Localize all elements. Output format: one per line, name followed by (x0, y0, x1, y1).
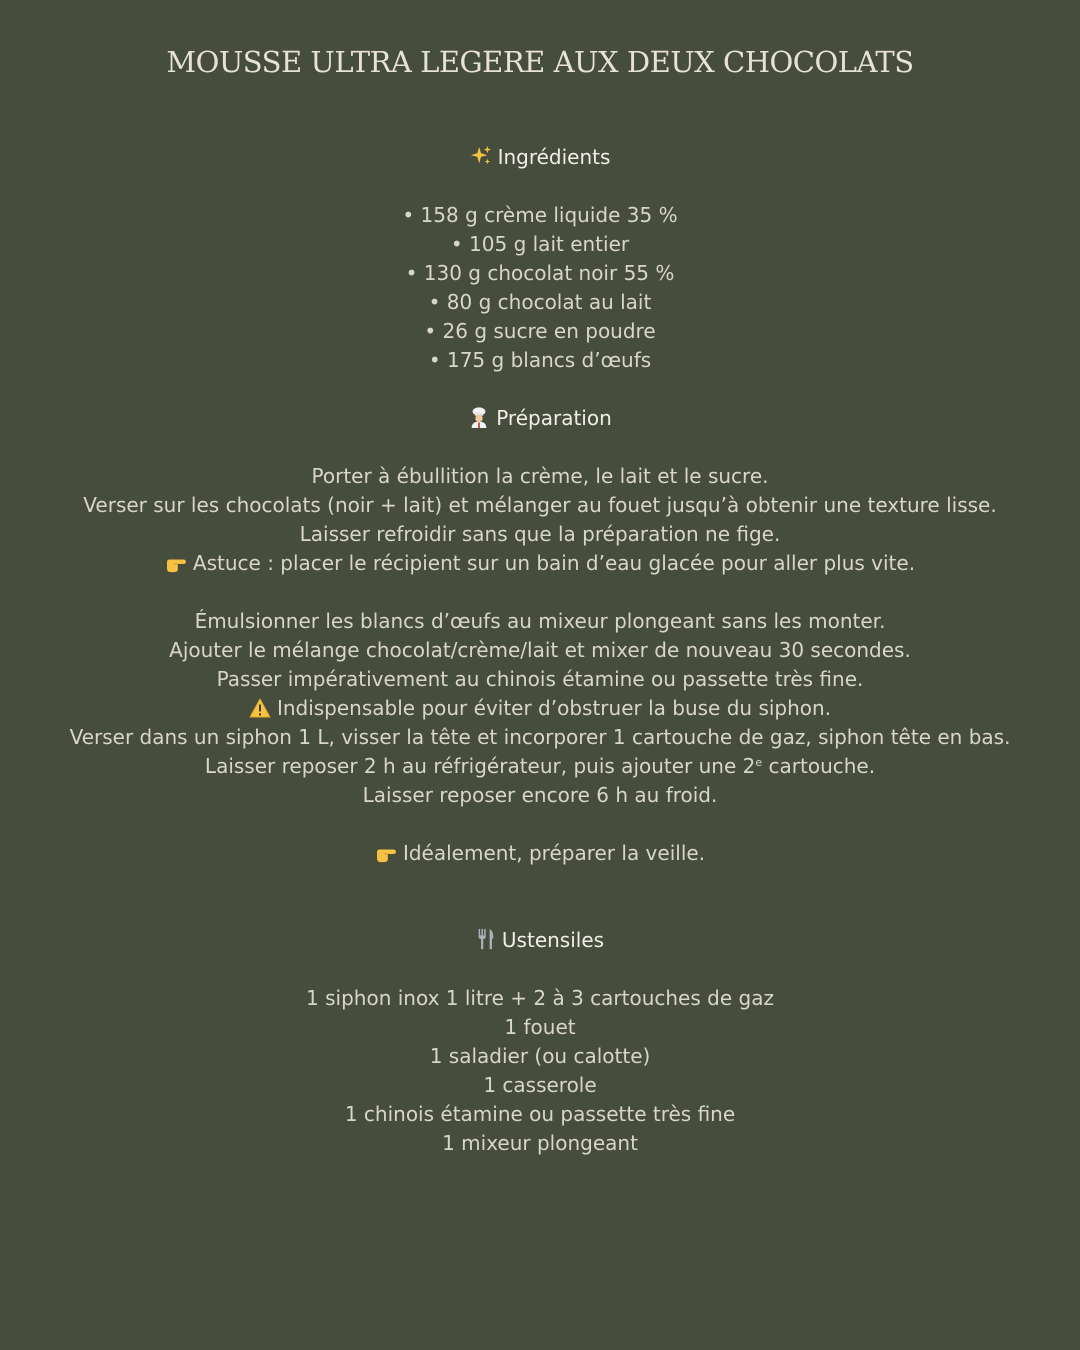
ustensile-item: 1 saladier (ou calotte) (429, 1044, 651, 1068)
step4-text-end: cartouche. (762, 754, 876, 778)
recipe-title: MOUSSE ULTRA LEGERE AUX DEUX CHOCOLATS (166, 45, 914, 79)
ingredients-heading-label: Ingrédients (497, 145, 611, 169)
ingredient-item: • 130 g chocolat noir 55 % (405, 261, 675, 285)
preparation-step: Porter à ébullition la crème, le lait et le sucre. (311, 464, 769, 488)
pointing-hand-icon (165, 555, 187, 573)
step4-text: Laisser reposer 2 h au réfrigérateur, puis ajouter une 2 (204, 754, 756, 778)
warning-line (0, 694, 1080, 723)
preparation-step: Laisser reposer encore 6 h au froid. (362, 783, 718, 807)
preparation-step: Verser sur les chocolats (noir + lait) et mélanger au fouet jusqu’à obtenir une texture lisse. (83, 493, 997, 517)
fork-knife-icon (476, 928, 496, 950)
ingredient-item: • 80 g chocolat au lait (428, 290, 652, 314)
preparation-section (0, 404, 1080, 868)
ustensiles-heading-label: Ustensiles (501, 928, 605, 952)
ustensile-item: 1 siphon inox 1 litre + 2 à 3 cartouches de gaz (306, 986, 774, 1010)
preparation-step: Laisser refroidir sans que la préparation ne fige. (299, 522, 781, 546)
step4-superscript: e (755, 756, 763, 769)
preparation-step: Émulsionner les blancs d’œufs au mixeur plongeant sans les monter. (194, 609, 886, 633)
ingredient-item: • 158 g crème liquide 35 % (402, 203, 678, 227)
preparation-heading-label: Préparation (496, 406, 612, 430)
preparation-step: Verser dans un siphon 1 L, visser la tête et incorporer 1 cartouche de gaz, siphon tête en bas. (69, 725, 1011, 749)
ustensiles-heading (0, 926, 1080, 955)
ingredient-item: • 26 g sucre en poudre (424, 319, 656, 343)
tip-line (0, 549, 1080, 578)
tip-text: Astuce : placer le récipient sur un bain d’eau glacée pour aller plus vite. (192, 551, 916, 575)
ingredient-item: • 105 g lait entier (450, 232, 630, 256)
ustensiles-section (0, 926, 1080, 1158)
chef-icon (468, 406, 490, 428)
sparkles-icon (470, 145, 492, 167)
preparation-step (0, 752, 1080, 781)
ustensile-item: 1 fouet (504, 1015, 576, 1039)
ingredient-item: • 175 g blancs d’œufs (428, 348, 652, 372)
warning-icon (249, 698, 271, 718)
tip-text: Idéalement, préparer la veille. (402, 841, 706, 865)
preparation-step: Passer impérativement au chinois étamine ou passette très fine. (216, 667, 864, 691)
tip-line (0, 839, 1080, 868)
preparation-heading (0, 404, 1080, 433)
ingredients-section (0, 143, 1080, 375)
ingredients-heading (0, 143, 1080, 172)
ustensile-item: 1 casserole (483, 1073, 597, 1097)
warning-text: Indispensable pour éviter d’obstruer la buse du siphon. (276, 696, 832, 720)
preparation-step: Ajouter le mélange chocolat/crème/lait et mixer de nouveau 30 secondes. (169, 638, 911, 662)
ustensile-item: 1 chinois étamine ou passette très fine (344, 1102, 736, 1126)
ustensile-item: 1 mixeur plongeant (442, 1131, 638, 1155)
pointing-hand-icon (375, 845, 397, 863)
